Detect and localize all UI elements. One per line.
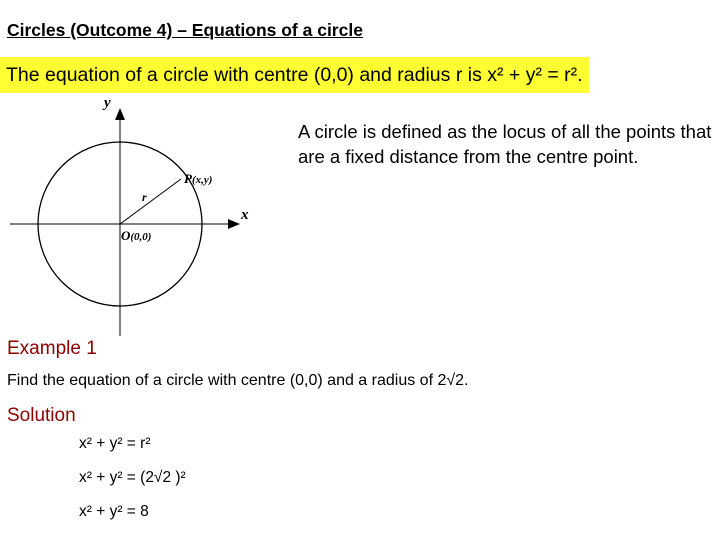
example-question: Find the equation of a circle with centre (0,0) and a radius of 2√2. — [7, 372, 469, 389]
circle-definition-text: A circle is defined as the locus of all the points that are a fixed distance from the centre point. — [298, 121, 712, 167]
point-label: P(x,y) — [184, 171, 213, 186]
slide-title: Circles (Outcome 4) – Equations of a circle — [7, 20, 363, 40]
example-heading: Example 1 — [7, 338, 97, 359]
y-axis-arrow-icon — [115, 108, 125, 120]
radius-label: r — [142, 190, 147, 204]
solution-heading: Solution — [7, 405, 76, 426]
x-axis-label: x — [241, 207, 249, 223]
solution-step: x² + y² = (2√2 )² — [79, 469, 186, 486]
radius-line — [120, 179, 181, 224]
circle-diagram — [0, 92, 270, 342]
solution-step: x² + y² = 8 — [79, 503, 149, 520]
origin-label: O(0,0) — [121, 228, 152, 243]
x-axis-arrow-icon — [228, 219, 240, 229]
solution-step: x² + y² = r² — [79, 435, 151, 452]
circle-equation-highlight: The equation of a circle with centre (0,0) and radius r is x² + y² = r². — [0, 57, 589, 93]
y-axis-label: y — [104, 95, 111, 111]
